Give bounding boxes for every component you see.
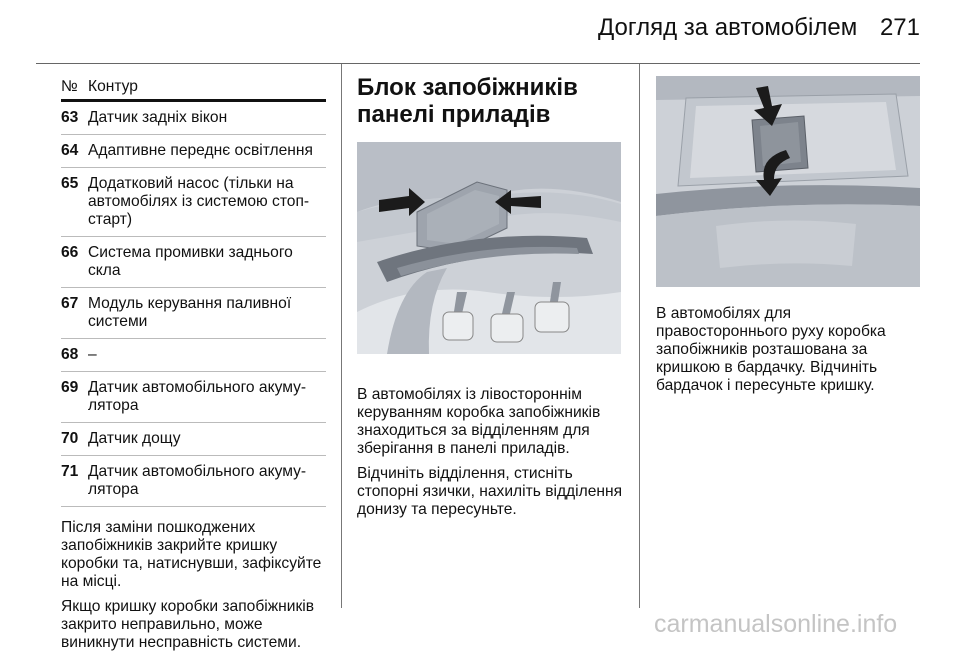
header-divider xyxy=(36,63,920,64)
column-divider-left xyxy=(341,64,342,608)
fuse-circuit: Додатковий насос (тільки на автомобілях із системою стоп-старт) xyxy=(88,175,310,228)
fuse-number: 66 xyxy=(61,244,79,261)
fuse-circuit: Датчик автомобільного акумулятора xyxy=(88,463,307,498)
rhd-fusebox-column xyxy=(656,76,922,395)
table-row xyxy=(61,135,326,168)
table-row xyxy=(61,102,326,135)
column-divider-right xyxy=(639,64,640,608)
fuse-number: 65 xyxy=(61,175,79,192)
watermark: carmanualsonline.info xyxy=(654,610,898,638)
rhd-glovebox-illustration xyxy=(656,76,920,287)
paragraph-lhd-location: В автомобілях із лівостороннім керуванням коробка запобіжників знаходиться за відділенням для зберігання в панелі приладів. xyxy=(357,386,601,457)
fuse-circuit: Модуль керування паливної системи xyxy=(88,295,292,330)
table-header-circuit: Контур xyxy=(88,78,138,95)
table-header xyxy=(61,78,326,102)
paragraph-lhd-instructions: Відчиніть відділення, стисніть стопорні язички, нахиліть відділення донизу та пересуньте. xyxy=(357,465,623,518)
paragraph-rhd-location: В автомобілях для правостороннього руху коробка запобіжників розташована за кришкою в бардачку. Відчиніть бардачок і пересуньте кришку. xyxy=(656,305,886,394)
table-row xyxy=(61,168,326,237)
fuse-number: 69 xyxy=(61,379,79,396)
section-body xyxy=(357,386,625,519)
page-number: 271 xyxy=(879,14,920,41)
table-header-number: № xyxy=(61,78,78,95)
table-row xyxy=(61,423,326,456)
fuse-circuit-column xyxy=(61,78,326,652)
section-title: Блок запобіжників панелі приладів xyxy=(357,74,578,128)
fuse-circuit: Датчик автомобільного акумулятора xyxy=(88,379,307,414)
paragraph-close-cover: Після заміни пошкоджених запобіжників закрийте кришку коробки та, натиснувши, зафіксуйте на місці. xyxy=(61,519,322,590)
fuse-circuit: Датчик дощу xyxy=(88,430,181,447)
table-row xyxy=(61,339,326,372)
fuse-number: 63 xyxy=(61,109,79,126)
fuse-circuit: Система промивки заднього скла xyxy=(88,244,293,279)
fuse-number: 70 xyxy=(61,430,79,447)
page-header-title: Догляд за автомобілем xyxy=(598,14,858,41)
table-row xyxy=(61,456,326,507)
fuse-number: 64 xyxy=(61,142,79,159)
table-row xyxy=(61,372,326,423)
paragraph-cover-warning: Якщо кришку коробки запобіжників закрито неправильно, може виникнути несправність системи. xyxy=(61,598,315,651)
table-row xyxy=(61,288,326,339)
fuse-number: 67 xyxy=(61,295,79,312)
fuse-number: 71 xyxy=(61,463,79,480)
fuse-number: 68 xyxy=(61,346,79,363)
fuse-circuit: Датчик задніх вікон xyxy=(88,109,228,126)
lhd-fusebox-illustration xyxy=(357,142,621,354)
fuse-circuit: – xyxy=(88,346,97,363)
table-row xyxy=(61,237,326,288)
fuse-circuit: Адаптивне переднє освітлення xyxy=(88,142,313,159)
instrument-panel-fuse-section xyxy=(357,74,625,526)
rhd-body xyxy=(656,305,922,395)
